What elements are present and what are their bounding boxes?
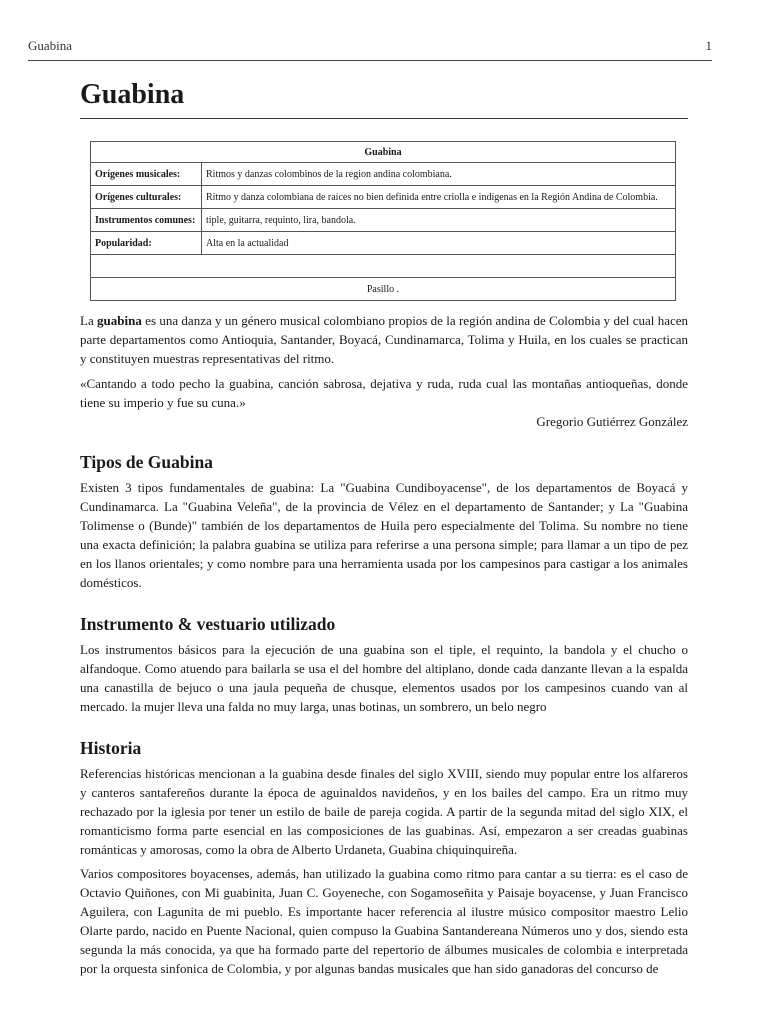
article-body [80,78,688,978]
infobox-value: Alta en la actualidad [202,232,676,255]
intro-prefix: La [80,313,98,328]
infobox-row [91,163,676,186]
quote-attribution: Gregorio Gutiérrez González [536,414,688,429]
intro-paragraph [80,311,688,368]
running-header [28,38,712,61]
intro-rest: es una danza y un género musical colombiano propios de la región andina de Colombia y del cual hacen parte departamentos como Antioquia, Santander, Boyacá, Cundinamarca, Tolima y Huila, en los cuales se practican y constituyen muestras representativas del ritmo. [80,313,688,366]
infobox-label: Orígenes musicales: [91,163,202,186]
infobox-label: Popularidad: [91,232,202,255]
infobox-value: Ritmo y danza colombiana de raíces no bien definida entre criolla e indígenas en la Región Andina de Colombia. [202,186,676,209]
infobox-value: Ritmos y danzas colombinos de la region andina colombiana. [202,163,676,186]
infobox [90,141,676,301]
infobox-footer: Pasillo . [91,278,676,301]
infobox-value: tiple, guitarra, requinto, lira, bandola. [202,209,676,232]
page-number: 1 [705,38,712,53]
infobox-row [91,209,676,232]
historia-paragraph-1: Referencias históricas mencionan a la guabina desde finales del siglo XVIII, siendo muy popular entre los alfareros y canteros santafereños durante la época de aguinaldos navideños, y en los bailes del campo. Era un ritmo muy rechazado por la iglesia por tener un estilo de baile de pareja cogida. A partir de la segunda mitad del siglo XIX, el romanticismo forma parte esencial en las composiciones de las guabinas. Así, empezaron a ser creadas guabinas románticas y amorosas, como la obra de Alberto Urdaneta, Guabina chiquinquireña. [80,766,688,857]
section-heading-tipos: Tipos de Guabina [80,452,213,472]
infobox-empty-row [91,255,676,278]
infobox-empty-cell [91,255,676,278]
intro-bold-term: guabina [97,313,142,328]
section-heading-historia: Historia [80,738,142,758]
running-header-title: Guabina [28,38,73,53]
article-title: Guabina [80,78,688,119]
infobox-row [91,232,676,255]
tipos-paragraph: Existen 3 tipos fundamentales de guabina: La "Guabina Cundiboyacense", de los departamentos de Boyacá y Cundinamarca. La "Guabina Veleña", de la provincia de Vélez en el departamento de Santander; y La "Guabina Tolimense o (Bunde)" también de los departamentos de Huila pero especialmente del Tolima. Su nombre no tiene una exacta definición; la palabra guabina se utiliza para referirse a una persona simple; para llamar a un tipo de pez en los llanos orientales; y como nombre para una herramienta usada por los campesinos para castigar a los animales domésticos. [80,480,688,590]
section-heading-instrumento: Instrumento & vestuario utilizado [80,614,336,634]
infobox-caption: Guabina [91,142,676,163]
infobox-label: Instrumentos comunes: [91,209,202,232]
instrumento-paragraph: Los instrumentos básicos para la ejecución de una guabina son el tiple, el requinto, la bandola y el chucho o alfandoque. Como atuendo para bailarla se usa el del hombre del altiplano, donde cada danzante llevan a la espalda una canastilla de bejuco o una jaula pequeña de chusque, elementos usados por los campesinos cuando van al mercado. la mujer lleva una falda no muy larga, unas botinas, un sombrero, un belo negro [80,642,688,714]
historia-paragraph-2: Varios compositores boyacenses, además, han utilizado la guabina como ritmo para cantar a su tierra: es el caso de Octavio Quiñones, con Mi guabinita, Juan C. Goyeneche, con Sogamoseñita y Paisaje boyacense, y Juan Francisco Aguilera, con Lagunita de mi pueblo. Es importante hacer referencia al ilustre músico compositor maestro Lelio Olarte pardo, nacido en Puente Nacional, quien compuso la Guabina Santandereana Números uno y dos, siendo esta segunda la más conocida, ya que ha formado parte del repertorio de álbumes musicales de colombia e interpretada por la orquesta sinfonica de Colombia, y por algunas bandas musicales que han sido ganadoras del concurso de [80,866,688,976]
infobox-label: Orígenes culturales: [91,186,202,209]
quote-text: «Cantando a todo pecho la guabina, canción sabrosa, dejativa y ruda, ruda cual las montañas antioqueñas, donde tiene su imperio y fue su cuna.» [80,376,688,410]
infobox-footer-row [91,278,676,301]
infobox-caption-row [91,142,676,163]
infobox-row [91,186,676,209]
